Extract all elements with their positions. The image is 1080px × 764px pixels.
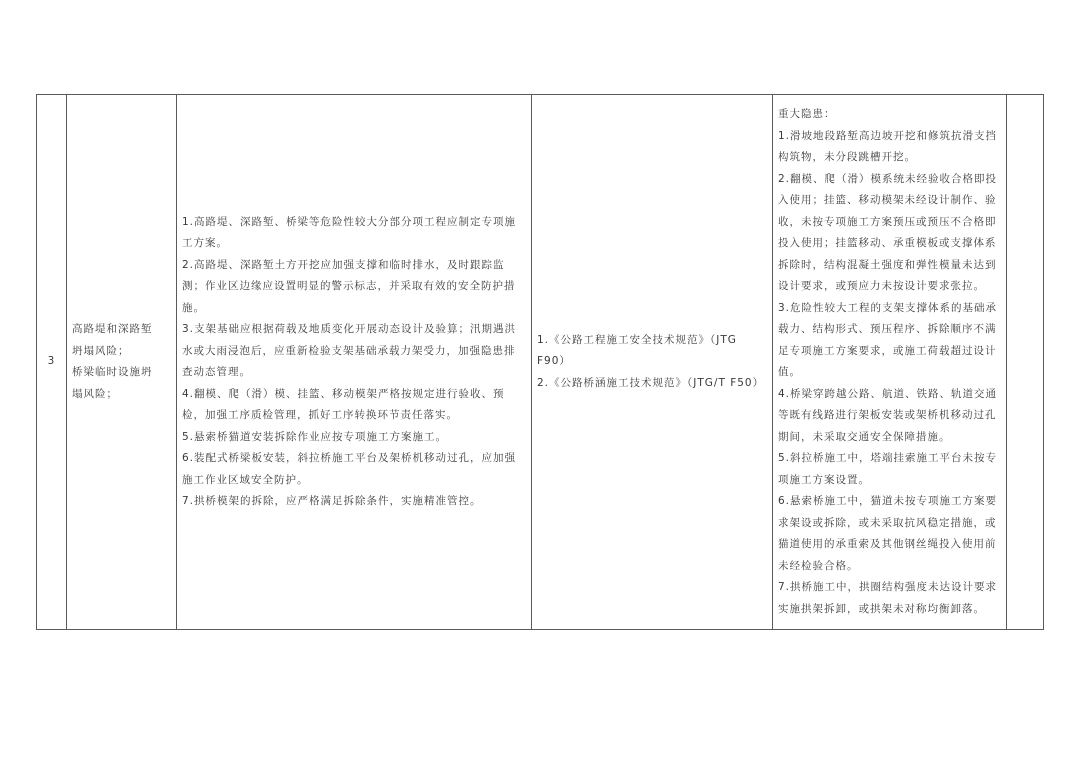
- hazard-item: 1.滑坡地段路堑高边坡开挖和修筑抗滑支挡构筑物，未分段跳槽开挖。: [778, 129, 998, 163]
- measure-item: 2.高路堤、深路堑土方开挖应加强支撑和临时排水，及时跟踪监测；作业区边缘应设置明显的警示标志，并采取有效的安全防护措施。: [182, 258, 516, 314]
- standards-cell: [532, 95, 773, 630]
- risk-name-cell: [67, 95, 177, 630]
- measure-item: 1.高路堤、深路堑、桥梁等危险性较大分部分项工程应制定专项施工方案。: [182, 215, 517, 249]
- hazard-item: 6.悬索桥施工中，猫道未按专项施工方案要求架设或拆除，或未采取抗风稳定措施，或猫道使用的承重索及其他钢丝绳投入使用前未经检验合格。: [778, 495, 998, 572]
- row-number-cell: [37, 95, 67, 630]
- table-row: [37, 95, 1044, 630]
- measure-item: 3.支架基础应根据荷载及地质变化开展动态设计及验算；汛期遇洪水或大雨浸泡后，应重新检验支架基础承载力架受力，加强隐患排查动态管理。: [182, 323, 517, 378]
- risk-line: 塌风险；: [72, 387, 118, 400]
- hazard-item: 3.危险性较大工程的支架支撑体系的基础承载力、结构形式、预压程序、拆除顺序不满足专项施工方案要求，或施工荷载超过设计值。: [778, 301, 998, 378]
- measure-item: 5.悬索桥猫道安装拆除作业应按专项施工方案施工。: [182, 430, 448, 443]
- measure-item: 7.拱桥模架的拆除，应严格满足拆除条件，实施精准管控。: [182, 495, 482, 507]
- measure-item: 6.装配式桥梁板安装，斜拉桥施工平台及架桥机移动过孔，应加强施工作业区域安全防护。: [182, 452, 517, 486]
- measure-item: 4.翻模、爬（滑）模、挂篮、移动模架严格按规定进行验收、预检，加强工序质检管理，抓好工序转换环节责任落实。: [182, 387, 505, 421]
- risk-line: 高路堤和深路堑: [72, 323, 153, 335]
- risk-line: 桥梁临时设施坍: [72, 366, 153, 378]
- hazards-heading: 重大隐患：: [778, 108, 836, 120]
- standard-item: 1.《公路工程施工安全技术规范》（JTG F90）: [537, 333, 737, 368]
- risk-table: [36, 94, 1044, 630]
- control-measures-cell: [177, 95, 532, 630]
- remarks-cell: [1007, 95, 1044, 630]
- major-hazards-cell: [773, 95, 1007, 630]
- risk-line: 坍塌风险；: [72, 344, 130, 357]
- standard-item: 2.《公路桥涵施工技术规范》（JTG/T F50）: [537, 376, 765, 389]
- hazard-item: 7.拱桥施工中，拱圈结构强度未达设计要求实施拱架拆卸，或拱架未对称均衡卸落。: [778, 581, 998, 615]
- hazard-item: 5.斜拉桥施工中，塔端挂索施工平台未按专项施工方案设置。: [778, 452, 998, 486]
- hazard-item: 2.翻模、爬（滑）模系统未经验收合格即投入使用；挂篮、移动模架未经设计制作、验收，未按专项施工方案预压或预压不合格即投入使用；挂篮移动、承重模板或支撑体系拆除时，结构混凝土强度和弹性模量未达到设计要求，或预应力未按设计要求张拉。: [778, 172, 998, 292]
- row-number: 3: [47, 355, 56, 368]
- hazard-item: 4.桥梁穿跨越公路、航道、铁路、轨道交通等既有线路进行架板安装或架桥机移动过孔期间，未采取交通安全保障措施。: [778, 387, 998, 443]
